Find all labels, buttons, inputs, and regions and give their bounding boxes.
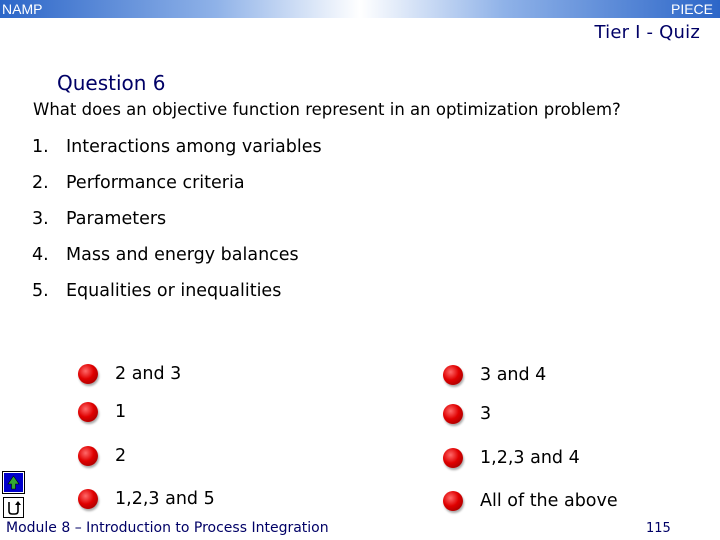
answer-label: All of the above: [480, 491, 618, 511]
header-bar: [0, 0, 720, 18]
radio-button-icon[interactable]: [78, 402, 98, 422]
radio-button-icon[interactable]: [78, 364, 98, 384]
option-item: [32, 173, 245, 193]
option-text: Parameters: [66, 209, 167, 229]
option-number: 4.: [32, 245, 49, 265]
option-item: [32, 137, 322, 157]
radio-button-icon[interactable]: [443, 448, 463, 468]
footer-module-text: Module 8 – Introduction to Process Integration: [6, 520, 329, 536]
option-number: 3.: [32, 209, 49, 229]
radio-button-icon[interactable]: [78, 446, 98, 466]
option-number: 2.: [32, 173, 49, 193]
answer-label: 1: [115, 402, 127, 422]
answer-label: 1,2,3 and 4: [480, 448, 580, 468]
option-text: Equalities or inequalities: [66, 281, 282, 301]
option-text: Performance criteria: [66, 173, 245, 193]
answer-label: 1,2,3 and 5: [115, 489, 215, 509]
tier-title: Tier I - Quiz: [594, 22, 700, 43]
question-title: Question 6: [57, 71, 166, 95]
answer-label: 3: [480, 404, 492, 424]
radio-button-icon[interactable]: [443, 491, 463, 511]
option-text: Interactions among variables: [66, 137, 322, 157]
up-arrow-icon[interactable]: [3, 472, 24, 493]
page-number: 115: [646, 521, 671, 536]
answer-label: 2 and 3: [115, 364, 182, 384]
option-text: Mass and energy balances: [66, 245, 299, 265]
radio-button-icon[interactable]: [443, 365, 463, 385]
answer-label: 2: [115, 446, 127, 466]
option-item: [32, 281, 281, 301]
answer-label: 3 and 4: [480, 365, 547, 385]
option-number: 5.: [32, 281, 49, 301]
option-item: [32, 209, 166, 229]
option-number: 1.: [32, 137, 49, 157]
return-arrow-icon[interactable]: [3, 497, 24, 518]
piece-brand: PIECE: [670, 1, 713, 17]
radio-button-icon[interactable]: [443, 404, 463, 424]
radio-button-icon[interactable]: [78, 489, 98, 509]
option-item: [32, 245, 299, 265]
namp-brand: NAMP: [2, 1, 43, 17]
question-text: What does an objective function represent in an optimization problem?: [33, 100, 621, 119]
